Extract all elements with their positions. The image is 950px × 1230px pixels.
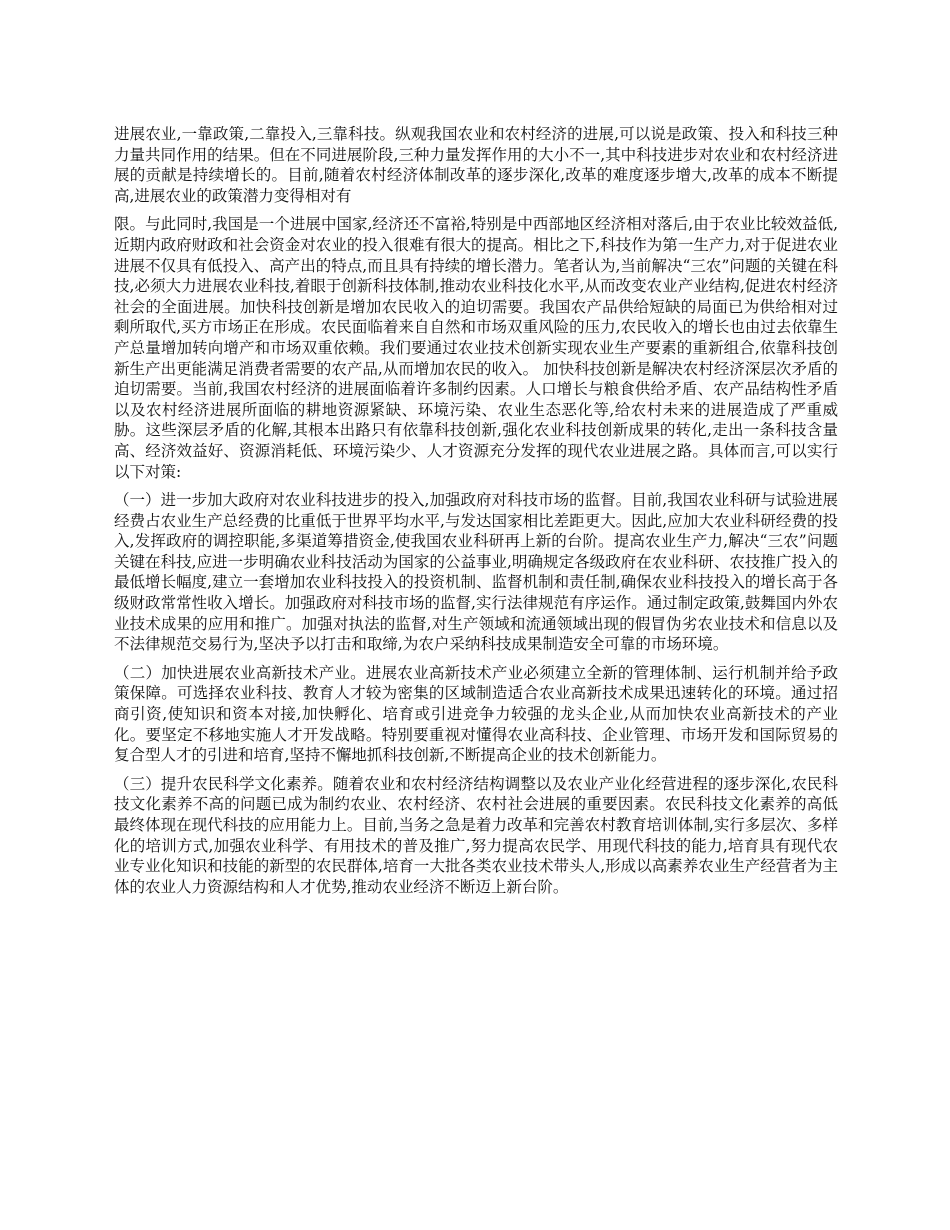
paragraph-measure-1: （一）进一步加大政府对农业科技进步的投入,加强政府对科技市场的监督。目前,我国农业科研与试验进展经费占农业生产总经费的比重低于世界平均水平,与发达国家相比差距更大。因此,应加大农业科研经费的投入,发挥政府的调控职能,多渠道筹措资金,使我国农业科研再上新的台阶。提高农业生产力,解决“三农”问题关键在科技,应进一步明确农业科技活动为国家的公益事业,明确规定各级政府在农业科研、农技推广投入的最低增长幅度,建立一套增加农业科技投入的投资机制、监督机制和责任制,确保农业科技投入的增长高于各级财政常常性收入增长。加强政府对科技市场的监督,实行法律规范有序运作。通过制定政策,鼓舞国内外农业技术成果的应用和推广。加强对执法的监督,对生产领域和流通领域出现的假冒伪劣农业技术和信息以及不法律规范交易行为,坚决予以打击和取缔,为农户采纳科技成果制造安全可靠的市场环境。	[114, 491, 838, 654]
paragraph-measure-2: （二）加快进展农业高新技术产业。进展农业高新技术产业必须建立全新的管理体制、运行机制并给予政策保障。可选择农业科技、教育人才较为密集的区域制造适合农业高新技术成果迅速转化的环境。通过招商引资,使知识和资本对接,加快孵化、培育或引进竞争力较强的龙头企业,从而加快农业高新技术的产业化。要坚定不移地实施人才开发战略。特别要重视对懂得农业高科技、企业管理、市场开发和国际贸易的复合型人才的引进和培育,坚持不懈地抓科技创新,不断提高企业的技术创新能力。	[114, 663, 838, 765]
document-body	[114, 124, 838, 905]
paragraph-measure-3: （三）提升农民科学文化素养。随着农业和农村经济结构调整以及农业产业化经营进程的逐步深化,农民科技文化素养不高的问题已成为制约农业、农村经济、农村社会进展的重要因素。农民科技文化素养的高低最终体现在现代科技的应用能力上。目前,当务之急是着力改革和完善农村教育培训体制,实行多层次、多样化的培训方式,加强农业科学、有用技术的普及推广,努力提高农民学、用现代科技的能力,培育具有现代农业专业化知识和技能的新型的农民群体,培育一大批各类农业技术带头人,形成以高素养农业生产经营者为主体的农业人力资源结构和人才优势,推动农业经济不断迈上新台阶。	[114, 774, 838, 896]
paragraph-intro: 进展农业,一靠政策,二靠投入,三靠科技。纵观我国农业和农村经济的进展,可以说是政策、投入和科技三种力量共同作用的结果。但在不同进展阶段,三种力量发挥作用的大小不一,其中科技进步对农业和农村经济进展的贡献是持续增长的。目前,随着农村经济体制改革的逐步深化,改革的难度逐步增大,改革的成本不断提高,进展农业的政策潜力变得相对有	[114, 125, 838, 205]
paragraph-analysis: 限。与此同时,我国是一个进展中国家,经济还不富裕,特别是中西部地区经济相对落后,由于农业比较效益低,近期内政府财政和社会资金对农业的投入很难有很大的提高。相比之下,科技作为第一生产力,对于促进农业进展不仅具有低投入、高产出的特点,而且具有持续的增长潜力。笔者认为,当前解决“三农”问题的关键在科技,必须大力进展农业科技,着眼于创新科技体制,推动农业科技化水平,从而改变农业产业结构,促进农村经济社会的全面进展。加快科技创新是增加农民收入的迫切需要。我国农产品供给短缺的局面已为供给相对过剩所取代,买方市场正在形成。农民面临着来自自然和市场双重风险的压力,农民收入的增长也由过去依靠生产总量增加转向增产和市场双重依赖。我们要通过农业技术创新实现农业生产要素的重新组合,依靠科技创新生产出更能满足消费者需要的农产品,从而增加农民的收入。 加快科技创新是解决农村经济深层次矛盾的迫切需要。当前,我国农村经济的进展面临着许多制约因素。人口增长与粮食供给矛盾、农产品结构性矛盾以及农村经济进展所面临的耕地资源紧缺、环境污染、农业生态恶化等,给农村未来的进展造成了严重威胁。这些深层矛盾的化解,其根本出路只有依靠科技创新,强化农业科技创新成果的转化,走出一条科技含量高、经济效益好、资源消耗低、环境污染少、人才资源充分发挥的现代农业进展之路。具体而言,可以实行以下对策:	[114, 215, 838, 481]
